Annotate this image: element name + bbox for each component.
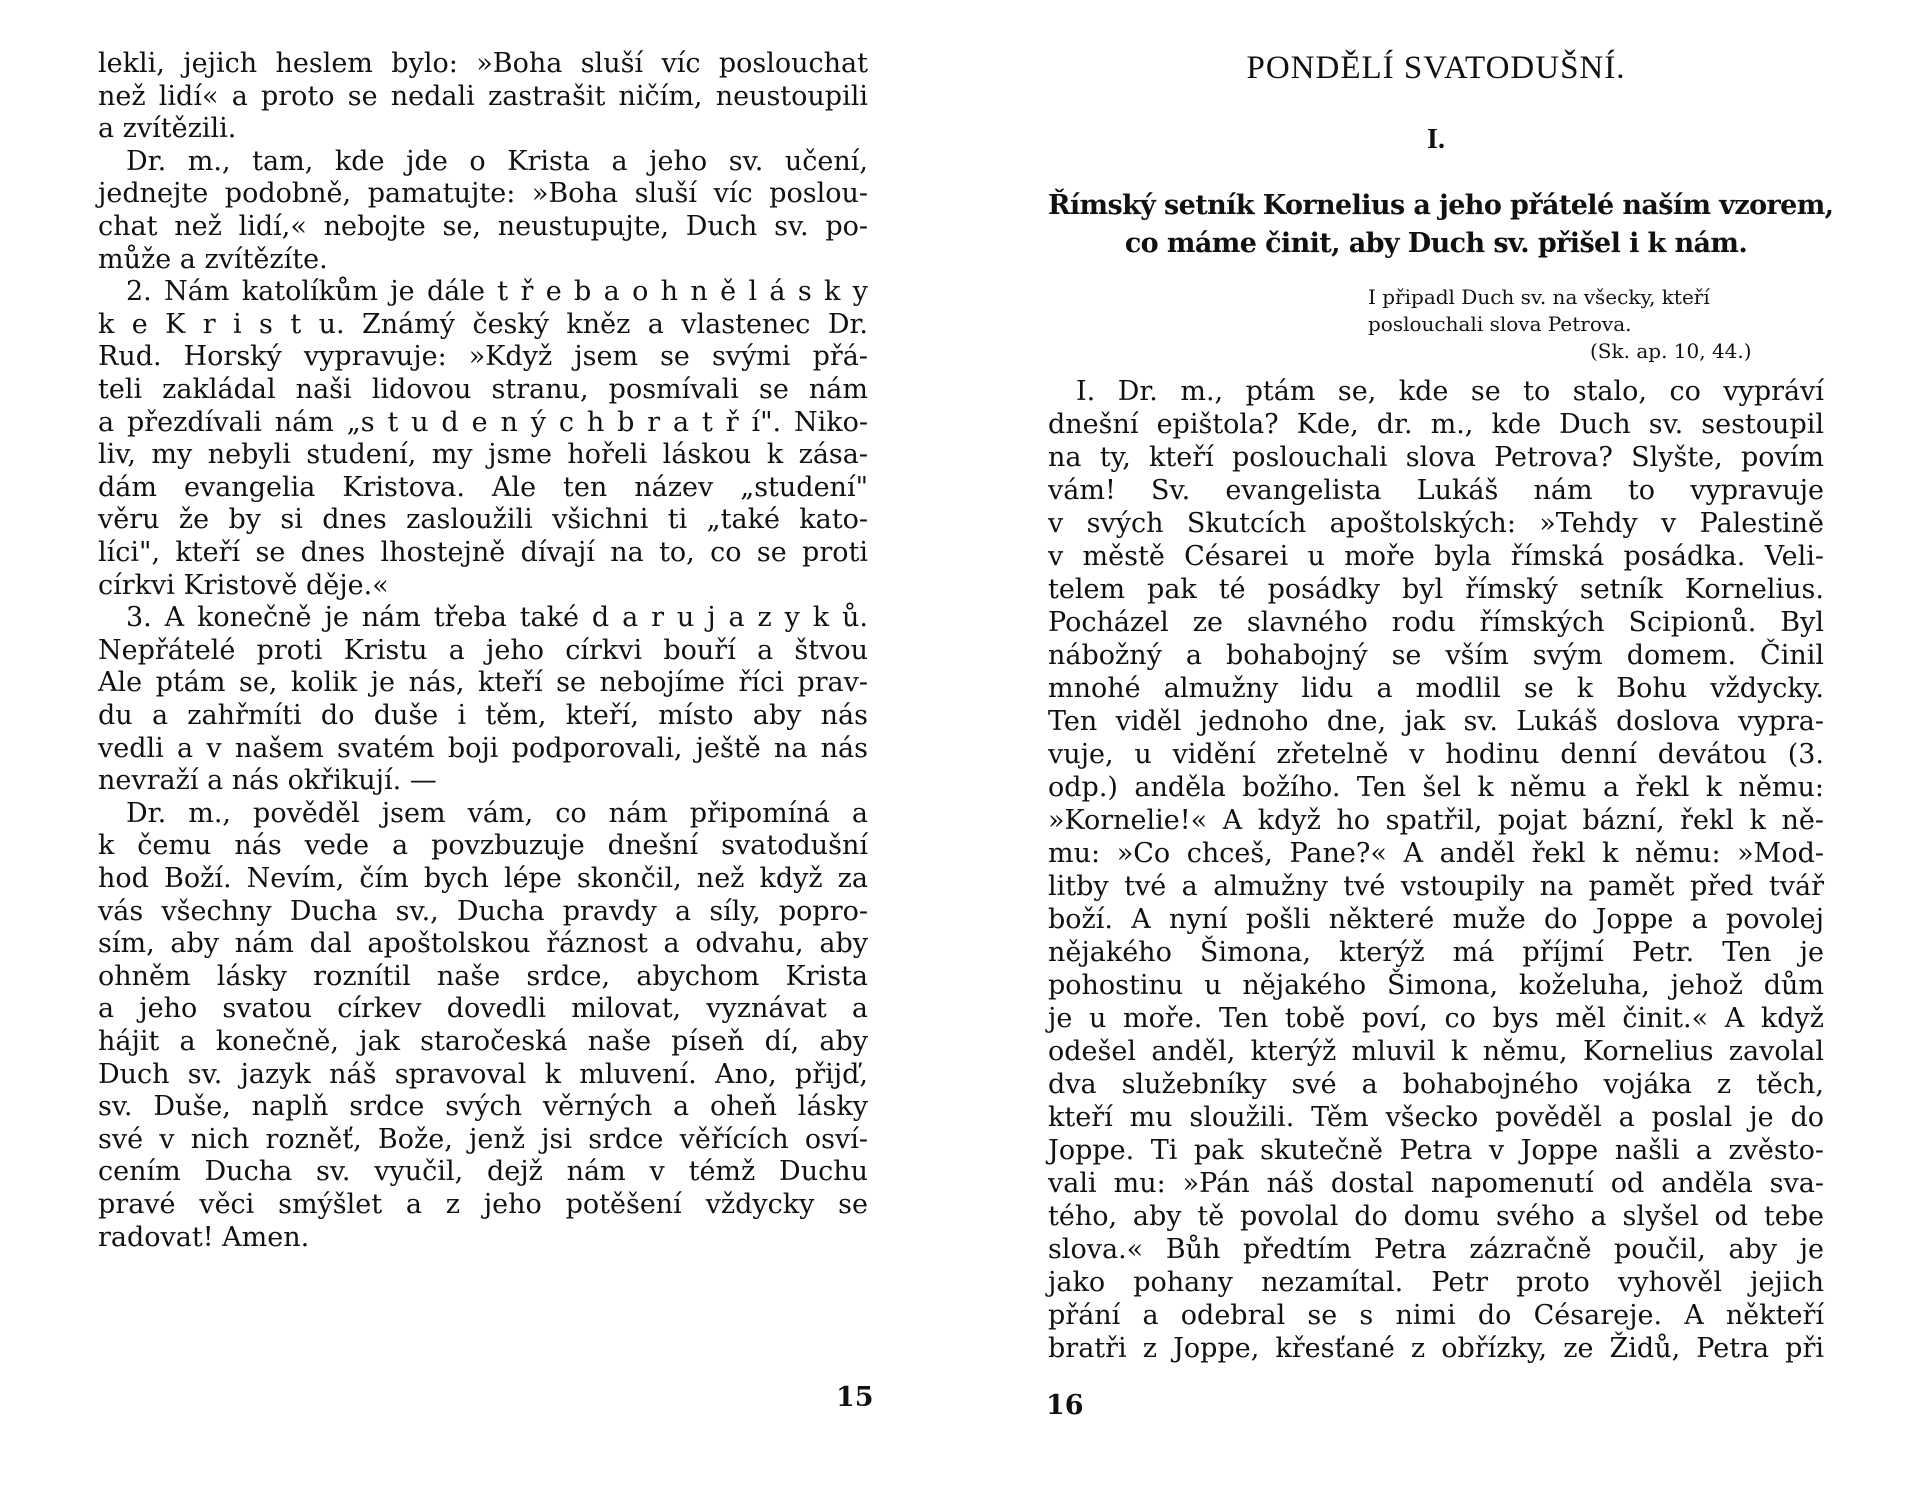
text-line: Ale ptám se, kolik je nás, kteří se nebojíme říci prav- bbox=[98, 667, 868, 699]
text-line: než lidí« a proto se nedali zastrašit ničím, neustoupili bbox=[98, 80, 868, 112]
text-line: vali mu: »Pán náš dostal napomenutí od anděla sva- bbox=[1048, 1168, 1824, 1199]
text-line: mnohé almužny lidu a modlil se k Bohu vždycky. bbox=[1048, 673, 1824, 704]
text-line: a jeho svatou církev dovedli milovat, vyznávat a bbox=[98, 993, 868, 1025]
text-line: může a zvítězíte. bbox=[98, 243, 328, 275]
text-line: Pocházel ze slavného rodu římských Scipionů. Byl bbox=[1048, 607, 1824, 638]
text-line: církvi Kristově děje.« bbox=[98, 569, 389, 601]
text-line: kteří mu sloužili. Těm všecko pověděl a poslal je do bbox=[1048, 1102, 1824, 1133]
epigraph-line-2: poslouchali slova Petrova. bbox=[1368, 312, 1632, 336]
text-line: jednejte podobně, pamatujte: »Boha sluší víc poslou- bbox=[98, 178, 868, 210]
text-line: vedli a v našem svatém boji podporovali, ještě na nás bbox=[98, 732, 868, 764]
text-line: cením Ducha sv. vyučil, dejž nám v témž Duchu bbox=[98, 1156, 868, 1188]
text-line: Dr. m., tam, kde jde o Krista a jeho sv. učení, bbox=[126, 145, 868, 177]
text-line: vám! Sv. evangelista Lukáš nám to vypravuje bbox=[1048, 475, 1824, 506]
text-line: tého, aby tě povolal do domu svého a slyšel od tebe bbox=[1048, 1201, 1824, 1232]
text-line: dám evangelia Kristova. Ale ten název „studení" bbox=[98, 471, 868, 503]
text-line: chat než lidí,« nebojte se, neustupujte, Duch sv. po- bbox=[98, 211, 868, 242]
text-line: Ten viděl jednoho dne, jak sv. Lukáš doslova vypra- bbox=[1048, 706, 1824, 737]
text-line: přání a odebral se s nimi do Césareje. A někteří bbox=[1048, 1300, 1824, 1331]
text-line: hod Boží. Nevím, čím bych lépe skončil, než když za bbox=[98, 863, 868, 894]
text-line: Rud. Horský vypravuje: »Když jsem se svými přá- bbox=[98, 341, 868, 373]
text-line: teli zakládal naši lidovou stranu, posmívali se nám bbox=[98, 374, 868, 405]
text-line: věru že by si dnes zasloužili všichni ti „také kato- bbox=[98, 504, 868, 536]
text-line: nevraží a nás okřikují. — bbox=[98, 765, 437, 797]
section-number: I. bbox=[1427, 124, 1445, 155]
text-line: liv, my nebyli studení, my jsme hořeli láskou k zása- bbox=[98, 439, 868, 471]
text-line: 2. Nám katolíkům je dále t ř e b a o h n ě l á s k y bbox=[126, 276, 868, 308]
text-line: nějakého Šimona, kterýž má příjmí Petr. Ten je bbox=[1048, 937, 1824, 968]
text-line: a zvítězili. bbox=[98, 113, 237, 145]
epigraph-line-1: I připadl Duch sv. na všecky, kteří bbox=[1368, 285, 1710, 309]
text-line: odešel anděl, kterýž mluvil k němu, Kornelius zavolal bbox=[1048, 1036, 1824, 1067]
text-line: telem pak té posádky byl římský setník Kornelius. bbox=[1048, 574, 1824, 605]
text-line: Dr. m., pověděl jsem vám, co nám připomíná a bbox=[126, 797, 868, 829]
text-line: radovat! Amen. bbox=[98, 1221, 310, 1253]
text-line: ohněm lásky roznítil naše srdce, abychom Krista bbox=[98, 960, 868, 992]
text-line: hájit a konečně, jak staročeská naše píseň dí, aby bbox=[98, 1026, 868, 1057]
sermon-heading-line-1: Římský setník Kornelius a jeho přátelé naším vzorem, bbox=[1048, 190, 1834, 221]
text-line: 3. A konečně je nám třeba také d a r u j a z y k ů. bbox=[126, 602, 868, 634]
text-line: v městě Césarei u moře byla římská posádka. Veli- bbox=[1048, 541, 1824, 572]
text-line: Joppe. Ti pak skutečně Petra v Joppe našli a zvěsto- bbox=[1048, 1135, 1824, 1166]
text-line: líci", kteří se dnes lhostejně dívají na to, co se proti bbox=[98, 537, 868, 568]
text-line: nábožný a bohabojný se vším svým domem. Činil bbox=[1048, 640, 1824, 671]
text-line: a přezdívali nám „s t u d e n ý c h b r a t ř í". Niko- bbox=[98, 406, 868, 438]
text-line: v svých Skutcích apoštolských: »Tehdy v Palestině bbox=[1048, 508, 1824, 539]
sermon-heading-line-2: co máme činit, aby Duch sv. přišel i k nám. bbox=[1124, 228, 1748, 259]
text-line: své v nich rozněť, Bože, jenž jsi srdce věřících osví- bbox=[98, 1123, 868, 1155]
text-line: dnešní epištola? Kde, dr. m., kde Duch sv. sestoupil bbox=[1048, 409, 1824, 440]
text-line: je u moře. Ten tobě poví, co bys měl činit.« A když bbox=[1048, 1003, 1824, 1034]
text-line: bratři z Joppe, křesťané z obřízky, ze Židů, Petra při bbox=[1048, 1333, 1824, 1364]
text-line: k e K r i s t u. Známý český kněz a vlastenec Dr. bbox=[98, 308, 868, 340]
text-line: boží. A nyní pošli některé muže do Joppe a povolej bbox=[1048, 904, 1824, 935]
text-line: sím, aby nám dal apoštolskou řáznost a odvahu, aby bbox=[98, 928, 868, 960]
text-line: vás všechny Ducha sv., Ducha pravdy a síly, popro- bbox=[98, 895, 868, 927]
text-line: litby tvé a almužny tvé vstoupily na pamět před tvář bbox=[1048, 871, 1824, 902]
text-line: lekli, jejich heslem bylo: »Boha sluší víc poslouchat bbox=[98, 48, 868, 79]
text-line: slova.« Bůh předtím Petra zázračně poučil, aby je bbox=[1048, 1234, 1824, 1265]
page-number-right: 16 bbox=[1046, 1390, 1084, 1421]
page-number-left: 15 bbox=[836, 1382, 874, 1413]
text-line: mu: »Co chceš, Pane?« A anděl řekl k němu: »Mod- bbox=[1048, 838, 1824, 869]
text-line: sv. Duše, naplň srdce svých věrných a oheň lásky bbox=[98, 1091, 868, 1123]
text-line: I. Dr. m., ptám se, kde se to stalo, co vypráví bbox=[1076, 376, 1824, 407]
text-line: pohostinu u nějakého Šimona, koželuha, jehož dům bbox=[1048, 970, 1824, 1001]
text-line: pravé věci smýšlet a z jeho potěšení vždycky se bbox=[98, 1189, 868, 1220]
text-line: dva služebníky své a bohabojného vojáka z těch, bbox=[1048, 1069, 1824, 1100]
text-line: du a zahřmíti do duše i těm, kteří, místo aby nás bbox=[98, 700, 868, 731]
text-line: odp.) anděla božího. Ten šel k němu a řekl k němu: bbox=[1048, 772, 1824, 803]
epigraph-citation: (Sk. ap. 10, 44.) bbox=[1590, 339, 1752, 363]
chapter-title: PONDĚLÍ SVATODUŠNÍ. bbox=[1246, 50, 1626, 86]
text-line: Nepřátelé proti Kristu a jeho církvi bouří a štvou bbox=[98, 634, 868, 666]
text-line: Duch sv. jazyk náš spravoval k mluvení. Ano, přijď, bbox=[98, 1058, 868, 1090]
text-line: jako pohany nezamítal. Petr proto vyhověl jejich bbox=[1048, 1267, 1824, 1298]
text-line: na ty, kteří poslouchali slova Petrova? Slyšte, povím bbox=[1048, 442, 1824, 473]
text-line: »Kornelie!« A když ho spatřil, pojat bázní, řekl k ně- bbox=[1048, 805, 1824, 836]
text-line: vuje, u vidění zřetelně v hodinu denní devátou (3. bbox=[1048, 739, 1824, 770]
text-line: k čemu nás vede a povzbuzuje dnešní svatodušní bbox=[98, 830, 868, 862]
